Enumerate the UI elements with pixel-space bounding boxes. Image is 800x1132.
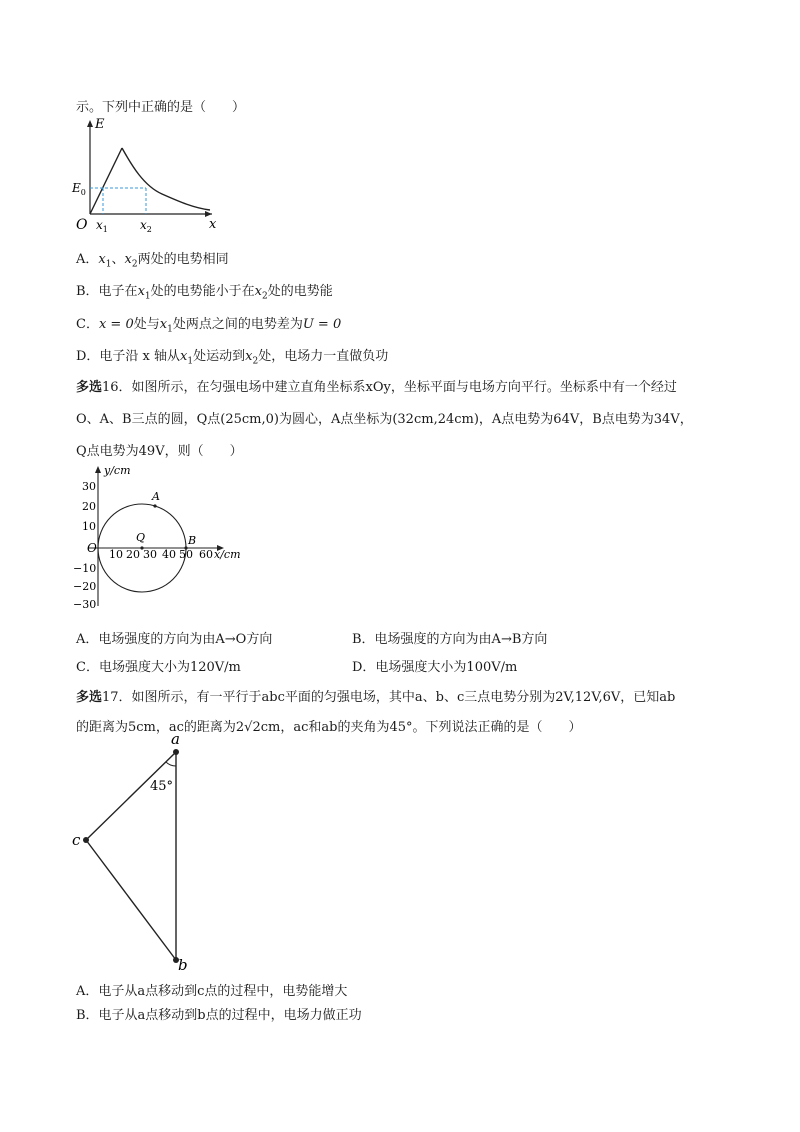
q16-option-d: D．电场强度大小为100V/m xyxy=(352,660,518,675)
q16-multi-select-tag: 多选 xyxy=(76,380,103,395)
q15-x1-label: $x_1$ xyxy=(96,218,108,234)
q16-y-tick: −30 xyxy=(73,598,97,611)
q16-label-b: B xyxy=(188,534,197,547)
q17-triangle-diagram xyxy=(70,730,200,974)
q16-circle-graph xyxy=(72,462,252,612)
q17-point-a xyxy=(173,749,179,755)
q16-line2: O、A、B三点的圆，Q点(25cm,0)为圆心，A点坐标为(32cm,24cm)，A点电势为64V，B点电势为34V， xyxy=(76,412,693,427)
q16-y-tick: −20 xyxy=(73,580,97,593)
q15-x2-label: $x_2$ xyxy=(140,218,152,234)
q17-option-b: B．电子从a点移动到b点的过程中，电场力做正功 xyxy=(76,1008,362,1023)
q16-y-label: y/cm xyxy=(104,464,131,477)
q16-x-tick: 30 xyxy=(143,548,157,561)
q17-line1: 多选17．如图所示，有一平行于abc平面的匀强电场，其中a、b、c三点电势分别为2V,12V,6V，已知ab xyxy=(76,690,676,705)
q15-x-label: x xyxy=(209,217,217,232)
q17-label-c: c xyxy=(72,831,81,849)
q17-option-a: A．电子从a点移动到c点的过程中，电势能增大 xyxy=(76,984,348,999)
q16-x-tick: 60 xyxy=(199,548,213,561)
q16-origin-label: O xyxy=(87,541,97,555)
q16-line1: 多选16．如图所示，在匀强电场中建立直角坐标系xOy，坐标平面与电场方向平行。坐标系中有一个经过 xyxy=(76,380,677,395)
q16-x-tick: 20 xyxy=(126,548,140,561)
q17-point-c xyxy=(83,837,89,843)
q15-y-arrow-icon xyxy=(87,120,93,127)
q15-option-a: A．$x_1$、$x_2$两处的电势相同 xyxy=(76,252,229,270)
q16-x-tick: 10 xyxy=(109,548,123,561)
q15-option-d: D．电子沿 x 轴从$x_1$处运动到$x_2$处，电场力一直做负功 xyxy=(76,349,389,367)
q16-y-tick: 10 xyxy=(82,520,96,533)
q15-rising-curve xyxy=(90,148,122,214)
q17-side-cb xyxy=(86,840,176,960)
q16-label-a: A xyxy=(152,490,160,503)
q15-origin-label: O xyxy=(76,217,88,233)
q15-option-c: C．x = 0处与$x_1$处两点之间的电势差为U = 0 xyxy=(76,317,342,335)
q16-option-c: C．电场强度大小为120V/m xyxy=(76,660,241,675)
q16-line3: Q点电势为49V，则（ ） xyxy=(76,444,243,459)
q17-side-ac xyxy=(86,752,176,840)
q16-y-tick: −10 xyxy=(73,562,97,575)
q15-e-x-graph xyxy=(72,116,232,234)
q15-option-b: B．电子在$x_1$处的电势能小于在$x_2$处的电势能 xyxy=(76,284,333,302)
q17-angle-arc xyxy=(166,762,176,766)
q16-x-tick: 50 xyxy=(179,548,193,561)
q16-option-a: A．电场强度的方向为由A→O方向 xyxy=(76,632,273,647)
q17-label-a: a xyxy=(171,730,180,748)
q16-x-label: x/cm xyxy=(214,548,241,561)
q16-y-arrow-icon xyxy=(95,466,101,473)
q17-multi-select-tag: 多选 xyxy=(76,690,103,705)
q15-decaying-curve xyxy=(122,148,210,210)
q16-label-q: Q xyxy=(136,531,146,544)
q15-y-label: E xyxy=(95,117,105,132)
q17-line2: 的距离为5cm，ac的距离为2√2cm，ac和ab的夹角为45°。下列说法正确的是（ ） xyxy=(76,720,582,735)
q16-x-tick: 40 xyxy=(162,548,176,561)
q17-label-b: b xyxy=(178,956,188,974)
q16-y-tick: 30 xyxy=(82,480,96,493)
q16-option-b: B．电场强度的方向为由A→B方向 xyxy=(352,632,548,647)
q16-y-tick: 20 xyxy=(82,500,96,513)
q15-stem-tail: 示。下列中正确的是（ ） xyxy=(76,100,246,115)
q15-e0-label: $E_0$ xyxy=(72,181,86,197)
q16-point-a xyxy=(153,504,156,507)
q17-angle-label: 45° xyxy=(150,779,174,794)
